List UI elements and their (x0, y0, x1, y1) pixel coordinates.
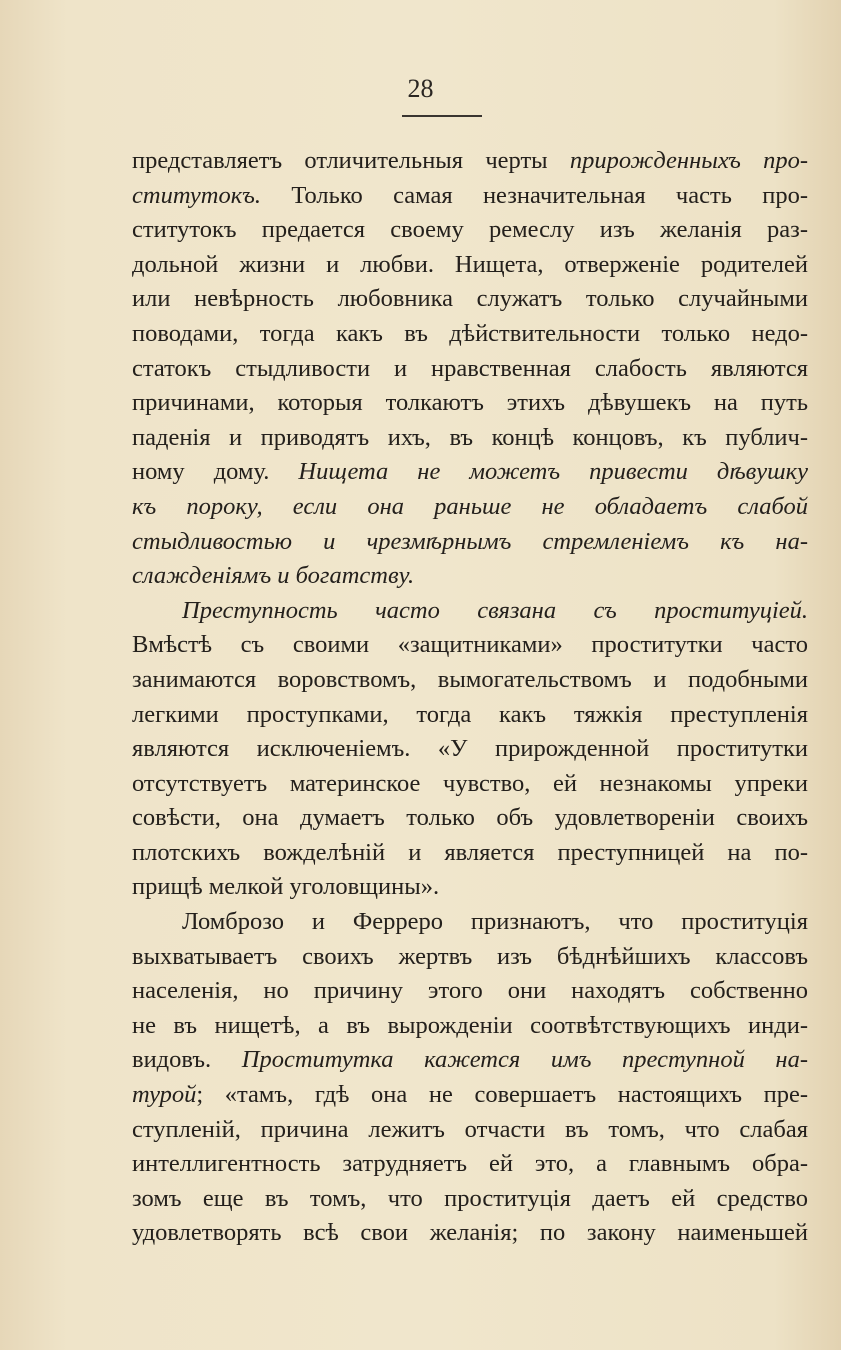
text-line (132, 248, 808, 283)
italic-text-segment: къ пороку, если она раньше не обладаетъ слабой (132, 492, 808, 520)
text-line (132, 352, 808, 387)
text-segment: интеллигентность затрудняетъ ей это, а главнымъ обра- (132, 1150, 808, 1178)
text-line (132, 836, 808, 871)
text-segment: являются исключеніемъ. «У прирожденной проститутки (132, 735, 808, 763)
text-line (132, 1009, 808, 1044)
text-segment: населенія, но причину этого они находятъ собственно (132, 977, 808, 1005)
text-segment: ному дому. (132, 458, 299, 486)
text-segment: ститутокъ предается своему ремеслу изъ желанія раз- (132, 216, 808, 244)
body-text (132, 144, 808, 1251)
text-segment: удовлетворять всѣ свои желанія; по закону наименьшей (132, 1219, 808, 1247)
text-line (132, 974, 808, 1009)
text-segment: Только самая незначительная часть про- (261, 181, 808, 209)
text-segment: представляетъ отличительныя черты (132, 147, 570, 174)
text-segment: прищѣ мелкой уголовщины». (132, 873, 440, 901)
italic-text-segment: прирожденныхъ про- (569, 147, 808, 174)
text-line (132, 940, 808, 975)
text-segment: статокъ стыдливости и нравственная слабость являются (132, 354, 808, 382)
text-line (132, 801, 808, 836)
text-segment: Ломброзо и Ферреро признаютъ, что проституція (182, 908, 808, 936)
text-line (132, 421, 808, 456)
text-line (132, 870, 808, 905)
text-line (132, 559, 808, 594)
text-line (132, 1182, 808, 1217)
text-line (132, 525, 808, 560)
text-segment: или невѣрность любовника служатъ только случайными (132, 285, 808, 313)
text-line (132, 594, 808, 629)
text-segment: занимаются воровствомъ, вымогательствомъ и подобными (132, 665, 808, 693)
text-segment: Вмѣстѣ съ своими «защитниками» проститутки часто (132, 631, 808, 659)
text-line (132, 1043, 808, 1078)
text-line (132, 698, 808, 733)
text-segment: плотскихъ вожделѣній и является преступницей на по- (132, 838, 808, 866)
text-line (132, 490, 808, 525)
text-segment: паденія и приводятъ ихъ, въ концѣ концовъ, къ публич- (132, 423, 808, 451)
text-line (132, 1216, 808, 1251)
text-line (132, 905, 808, 940)
text-line (132, 213, 808, 248)
italic-text-segment: Проститутка кажется имъ преступной на- (241, 1046, 808, 1074)
italic-text-segment: слажденіямъ и богатству. (132, 562, 415, 590)
text-line (132, 179, 808, 214)
text-line (132, 317, 808, 352)
text-segment: выхватываетъ своихъ жертвъ изъ бѣднѣйшихъ классовъ (132, 942, 808, 970)
text-line (132, 628, 808, 663)
italic-text-segment: Преступность часто связана съ проституціей. (182, 596, 808, 624)
text-line (132, 386, 808, 421)
text-line (132, 1078, 808, 1113)
text-segment: причинами, которыя толкаютъ этихъ дѣвушекъ на путь (132, 389, 808, 417)
text-line (132, 663, 808, 698)
italic-text-segment: турой (132, 1081, 197, 1109)
page-number: 28 (407, 74, 434, 103)
text-segment: видовъ. (132, 1046, 242, 1074)
text-segment: ; «тамъ, гдѣ она не совершаетъ настоящихъ пре- (196, 1081, 808, 1109)
text-segment: ступленій, причина лежитъ отчасти въ томъ, что слабая (132, 1115, 808, 1143)
italic-text-segment: ститутокъ. (132, 181, 262, 209)
italic-text-segment: Нищета не можетъ привести дѣвушку (298, 458, 808, 486)
text-segment: поводами, тогда какъ въ дѣйствительности только недо- (132, 319, 808, 347)
text-line (132, 1113, 808, 1148)
text-segment: дольной жизни и любви. Нищета, отверженіе родителей (132, 250, 808, 278)
text-line (132, 767, 808, 802)
header-rule (402, 115, 482, 117)
text-segment: отсутствуетъ материнское чувство, ей незнакомы упреки (132, 769, 808, 797)
text-segment: зомъ еще въ томъ, что проституція даетъ ей средство (132, 1184, 808, 1212)
text-line (132, 1147, 808, 1182)
italic-text-segment: стыдливостью и чрезмѣрнымъ стремленіемъ къ на- (132, 527, 808, 555)
text-line (132, 455, 808, 490)
text-segment: легкими проступками, тогда какъ тяжкія преступленія (132, 700, 808, 728)
text-segment: не въ нищетѣ, а въ вырожденіи соотвѣтствующихъ инди- (132, 1011, 808, 1039)
text-line (132, 732, 808, 767)
text-line (132, 282, 808, 317)
text-line (132, 144, 808, 179)
text-segment: совѣсти, она думаетъ только объ удовлетвореніи своихъ (132, 804, 808, 832)
